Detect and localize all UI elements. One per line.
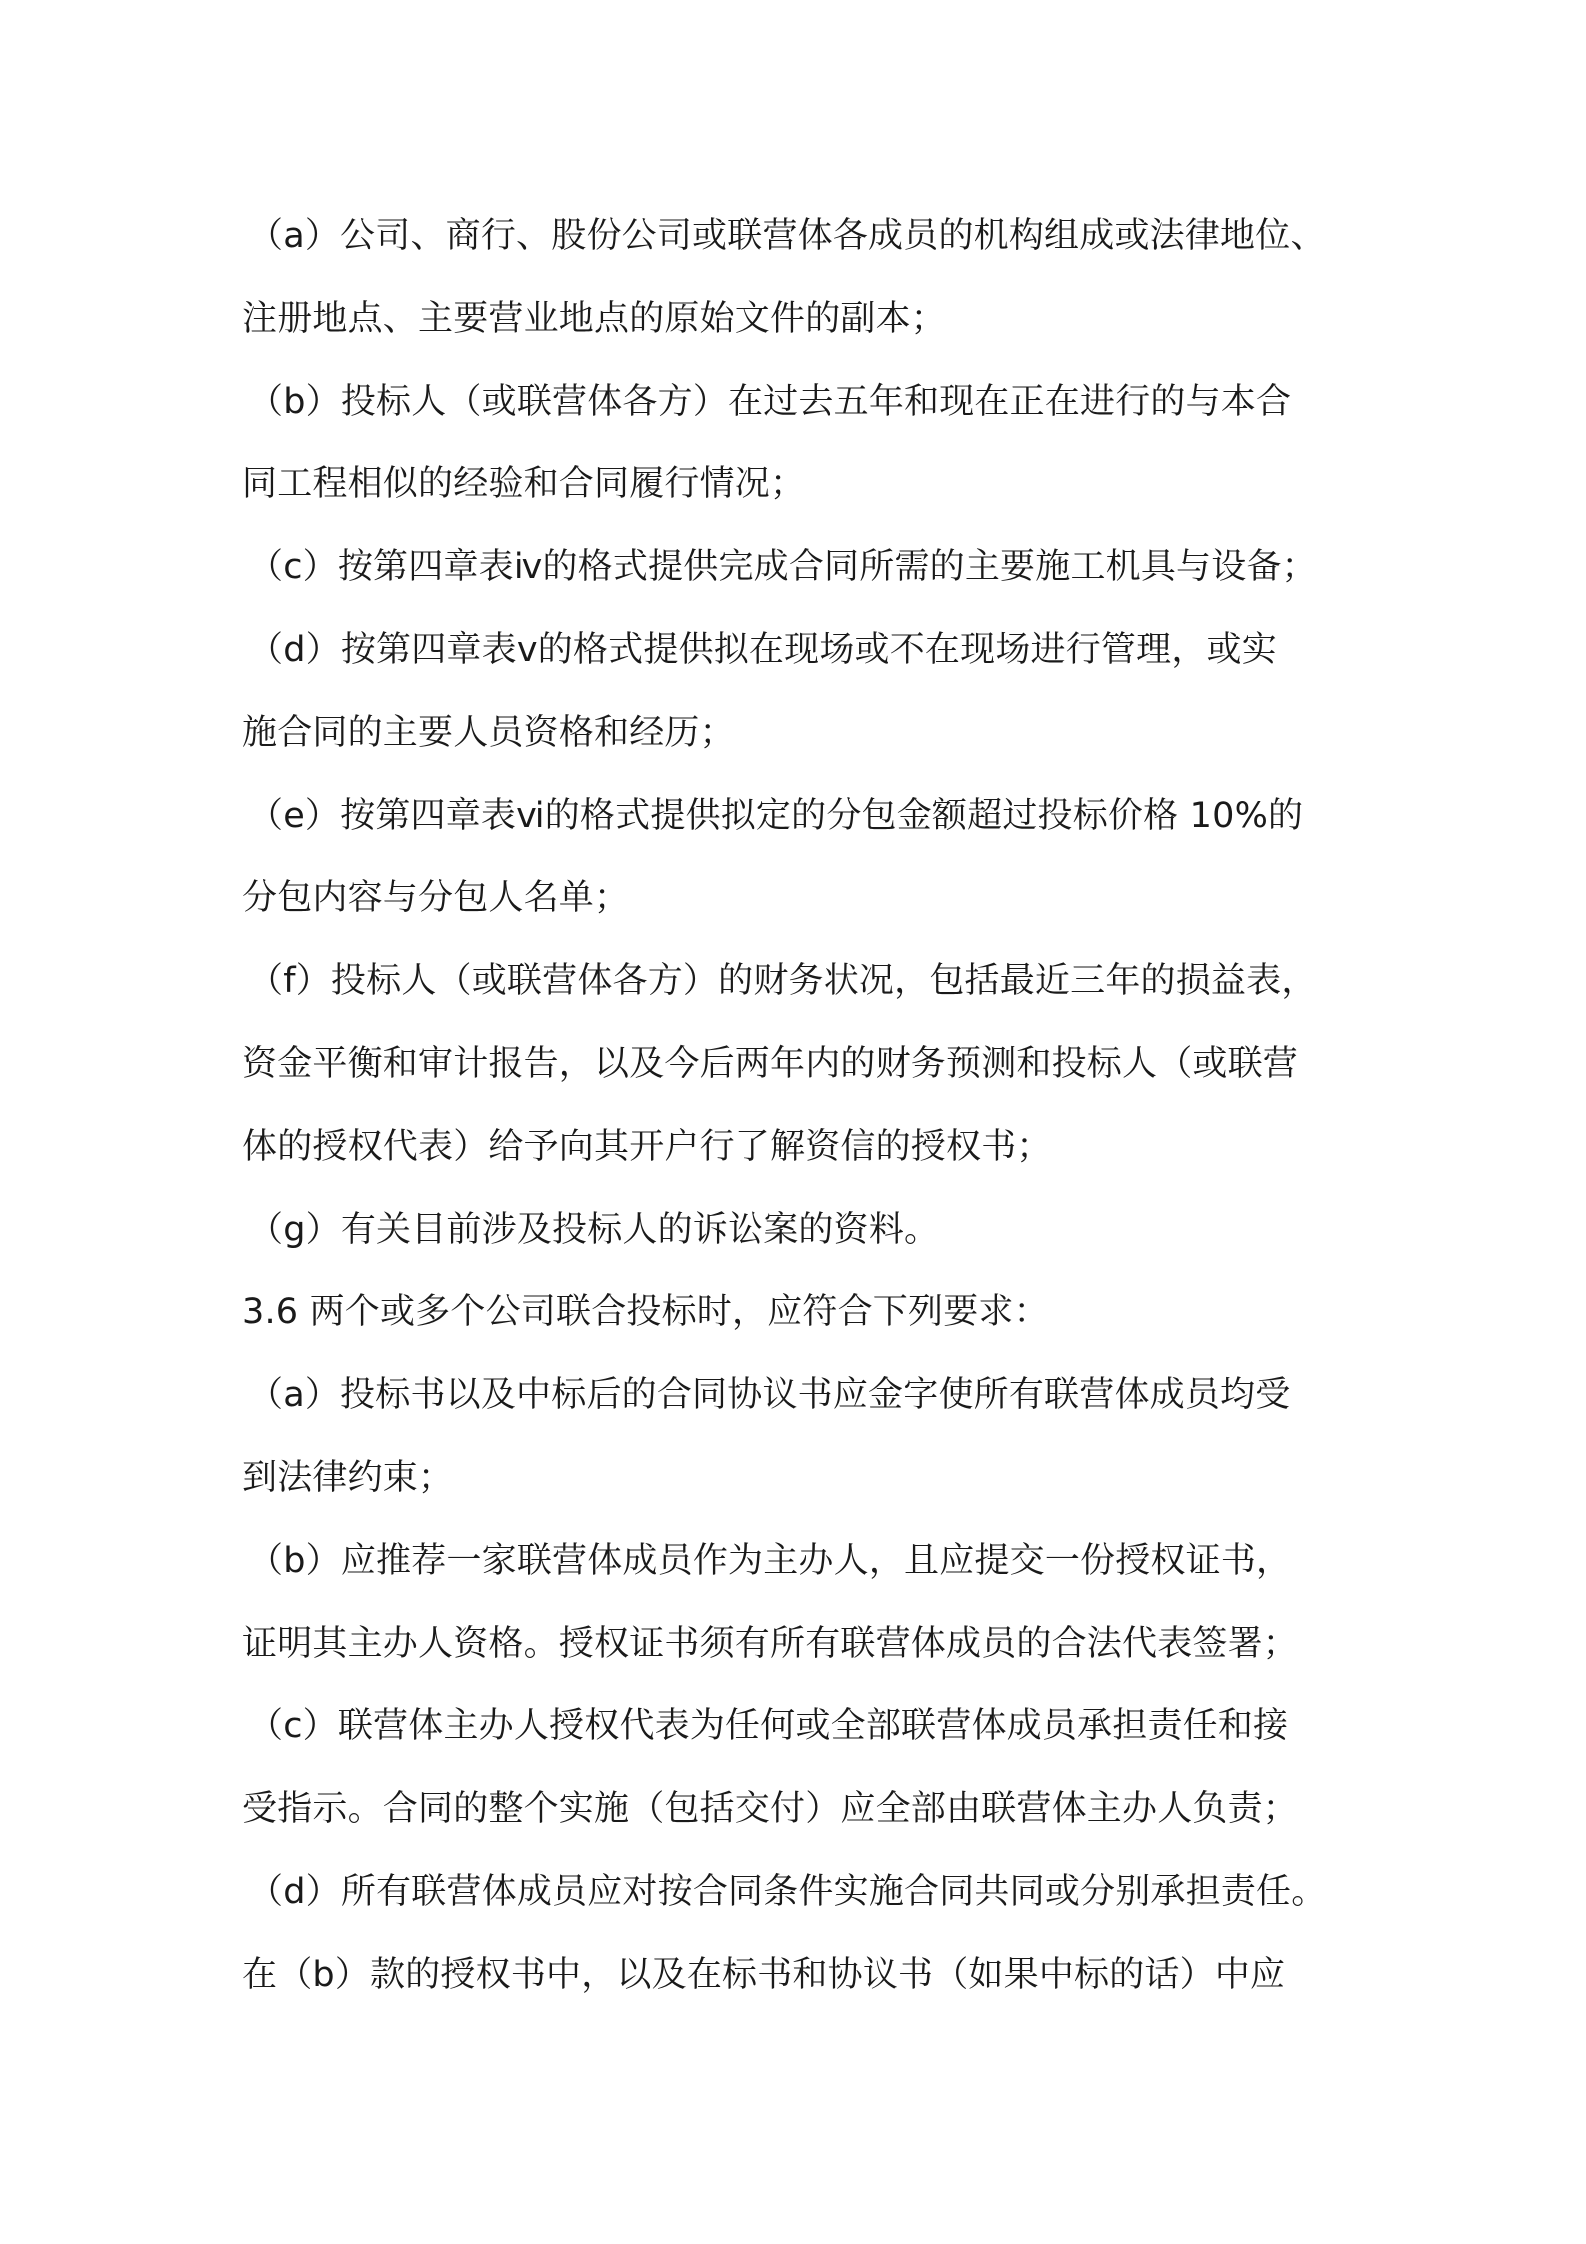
- text-line: 注册地点、主要营业地点的原始文件的副本；: [242, 298, 947, 339]
- text-line: 同工程相似的经验和合同履行情况；: [242, 464, 806, 505]
- text-line: （b）应推荐一家联营体成员作为主办人，且应提交一份授权证书，: [248, 1540, 1292, 1581]
- text-line: 体的授权代表）给予向其开户行了解资信的授权书；: [242, 1126, 1052, 1167]
- text-line: 到法律约束；: [242, 1457, 454, 1498]
- text-line: （c）按第四章表ⅳ的格式提供完成合同所需的主要施工机具与设备；: [248, 547, 1317, 588]
- text-line: （d）所有联营体成员应对按合同条件实施合同共同或分别承担责任。: [248, 1871, 1327, 1912]
- document-body: [242, 195, 1382, 2017]
- text-line: 分包内容与分包人名单；: [242, 878, 630, 919]
- text-line: （a）投标书以及中标后的合同协议书应金字使所有联营体成员均受: [248, 1375, 1291, 1416]
- text-line: 资金平衡和审计报告，以及今后两年内的财务预测和投标人（或联营: [242, 1043, 1299, 1084]
- text-line: （b）投标人（或联营体各方）在过去五年和现在正在进行的与本合: [248, 381, 1292, 422]
- text-line: 施合同的主要人员资格和经历；: [242, 712, 735, 753]
- text-line: （e）按第四章表ⅵ的格式提供拟定的分包金额超过投标价格 10%的: [248, 795, 1304, 836]
- text-line: （c）联营体主办人授权代表为任何或全部联营体成员承担责任和接: [248, 1706, 1289, 1747]
- text-line: （g）有关目前涉及投标人的诉讼案的资料。: [248, 1209, 940, 1250]
- text-line: （a）公司、商行、股份公司或联营体各成员的机构组成或法律地位、: [248, 216, 1326, 256]
- text-line: （d）按第四章表ⅴ的格式提供拟在现场或不在现场进行管理，或实: [248, 629, 1277, 670]
- text-line: 受指示。合同的整个实施（包括交付）应全部由联营体主办人负责；: [242, 1789, 1299, 1830]
- text-line: 在（b）款的授权书中，以及在标书和协议书（如果中标的话）中应: [242, 1954, 1286, 1995]
- text-line: （f）投标人（或联营体各方）的财务状况，包括最近三年的损益表，: [248, 961, 1317, 1002]
- section-heading-3-6: 3.6 两个或多个公司联合投标时，应符合下列要求：: [242, 1292, 1049, 1333]
- text-line: 证明其主办人资格。授权证书须有所有联营体成员的合法代表签署；: [242, 1623, 1299, 1664]
